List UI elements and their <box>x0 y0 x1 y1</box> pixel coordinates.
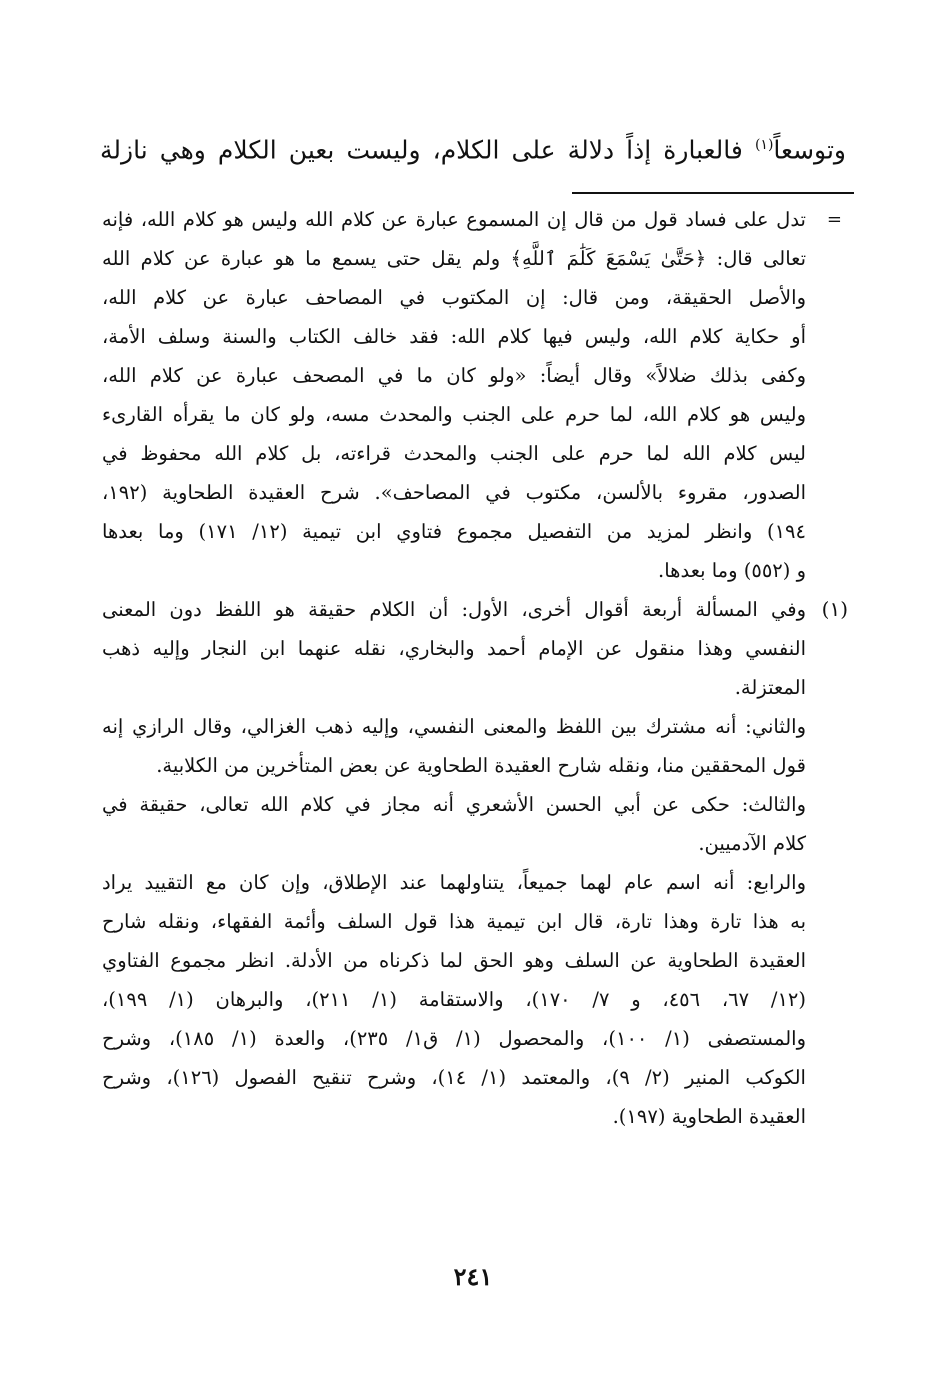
footnote-line: والثاني: أنه مشترك بين اللفظ والمعنى النفسي، وإليه ذهب الغزالي، وقال الرازي إنه <box>102 715 806 738</box>
continuation-mark: = <box>826 209 842 230</box>
footnote-continuation <box>102 200 842 590</box>
footnote-line: كلام الآدميين. <box>698 832 806 855</box>
footnote-separator <box>572 192 854 194</box>
footnote-line: وكفى بذلك ضلالاً» وقال أيضاً: «ولو كان ما في المصحف عبارة عن كلام الله، <box>102 364 806 387</box>
footnote-line: العقيدة الطحاوية عن السلف وهو الحق لما ذكرناه من الأدلة. انظر مجموع الفتاوي <box>102 949 806 972</box>
footnote-line: تدل على فساد قول من قال إن المسموع عبارة عن كلام الله وليس هو كلام الله، فإنه <box>102 208 806 231</box>
footnote-line: والرابع: أنه اسم عام لهما جميعاً، يتناولهما عند الإطلاق، وإن كان مع التقييد يراد <box>102 871 806 894</box>
footnote-line: والثالث: حكى عن أبي الحسن الأشعري أنه مجاز في كلام الله تعالى، حقيقة في <box>102 793 806 816</box>
footnote-line: ١٩٤) وانظر لمزيد من التفصيل مجموع فتاوي ابن تيمية (١٢/ ١٧١) وما بعدها <box>102 520 806 543</box>
footnote-line: ليس كلام الله لما حرم على الجنب والمحدث قراءته، بل كلام الله محفوظ في <box>102 442 806 465</box>
footnote-line: الصدور، مقروء بالألسن، مكتوب في المصاحف». شرح العقيدة الطحاوية (١٩٢، <box>102 481 806 504</box>
footnote-line: (١٢/ ٦٧، ٤٥٦، و ٧/ ١٧٠)، والاستقامة (١/ ٢١١)، والبرهان (١/ ١٩٩)، <box>102 988 806 1011</box>
footnote-line: العقيدة الطحاوية (١٩٧). <box>612 1105 806 1128</box>
footnote-line: أو حكاية كلام الله، وليس فيها كلام الله: فقد خالف الكتاب والسنة وسلف الأمة، <box>102 325 806 348</box>
footnote-line: النفسي وهذا منقول عن الإمام أحمد والبخاري، نقله عنهما ابن النجار وإليه ذهب <box>102 637 806 660</box>
main-text-line <box>100 125 846 170</box>
footnote-line: به هذا تارة وهذا تارة، قال ابن تيمية هذا قول السلف وأئمة الفقهاء، ونقله شارح <box>102 910 806 933</box>
page-number: ٢٤١ <box>453 1262 493 1291</box>
footnote-line: والمستصفى (١/ ١٠٠)، والمحصول (١/ ق١/ ٢٣٥)، والعدة (١/ ١٨٥)، وشرح <box>102 1027 807 1050</box>
footnote-line: و (٥٥٢) وما بعدها. <box>658 559 806 582</box>
footnote-line: الكوكب المنير (٢/ ٩)، والمعتمد (١/ ١٤)، وشرح تنقيح الفصول (١٢٦)، وشرح <box>102 1066 806 1089</box>
footnote-line: وفي المسألة أربعة أقوال أخرى، الأول: أن الكلام حقيقة هو اللفظ دون المعنى <box>102 598 806 621</box>
footnote-marker: (١) <box>821 597 848 621</box>
footnote-line: والأصل الحقيقة، ومن قال: إن المكتوب في المصاحف عبارة عن كلام الله، <box>102 286 806 309</box>
footnote-1 <box>102 590 848 1136</box>
footnote-line: المعتزلة. <box>734 676 806 699</box>
footnote-reference: (١) <box>754 137 774 153</box>
main-text-start: وتوسعاً <box>773 135 846 165</box>
footnote-line: تعالى قال: ﴿حَتَّىٰ يَسْمَعَ كَلَٰمَ ٱللَّهِ﴾ ولم يقل حتى يسمع ما هو عبارة عن كلام الله <box>102 247 806 270</box>
footnote-line: قول المحققين منا، ونقله شارح العقيدة الطحاوية عن بعض المتأخرين من الكلابية. <box>156 754 806 777</box>
footnote-line: وليس هو كلام الله، لما حرم على الجنب والمحدث مسه، ولو كان ما يقرأه القارىء <box>102 403 806 426</box>
footnotes-section <box>102 200 848 1136</box>
main-text-rest: فالعبارة إذاً دلالة على الكلام، وليست بعين الكلام وهي نازلة <box>100 135 755 165</box>
